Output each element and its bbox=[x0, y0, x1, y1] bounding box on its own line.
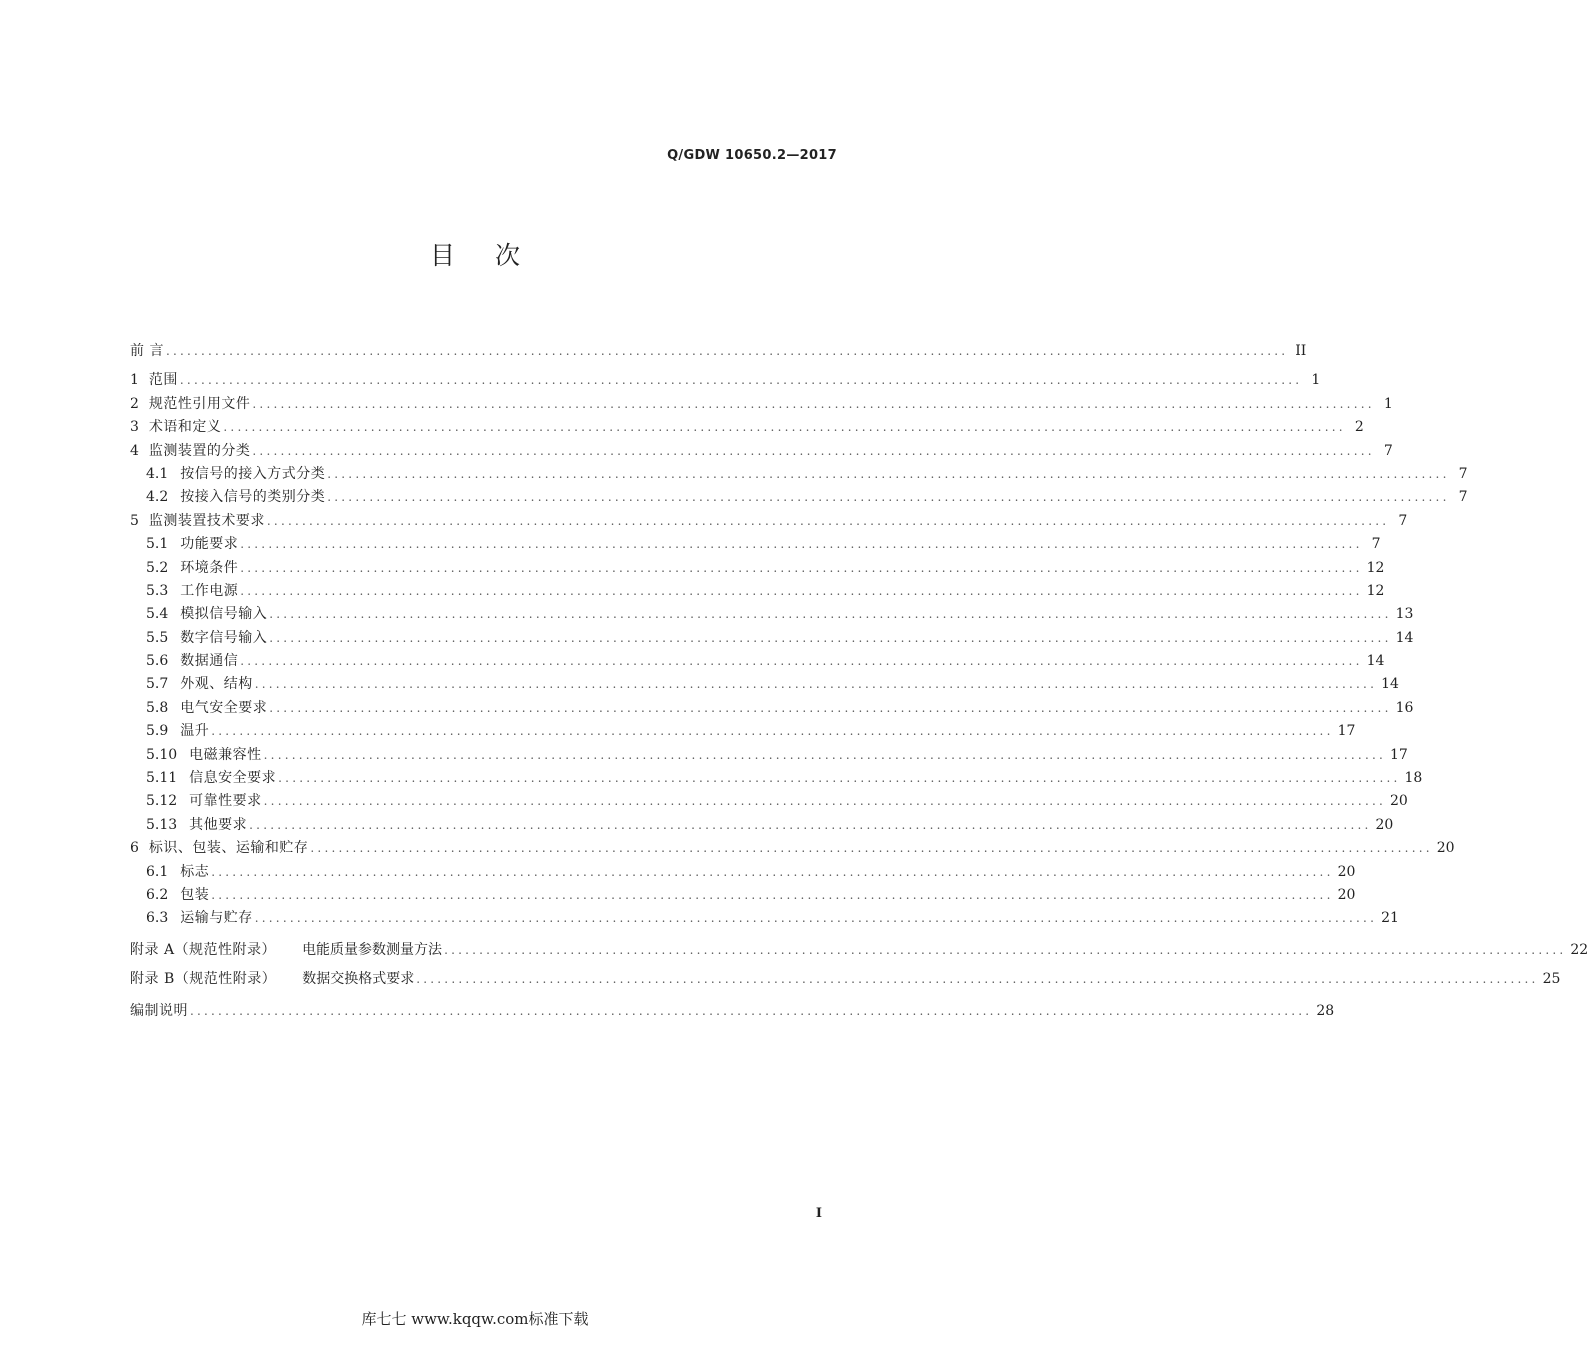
toc-page-number: 17 bbox=[1389, 746, 1408, 763]
toc-number: 5.2 bbox=[146, 559, 169, 576]
dot-leader: ................................................................................................................................................................ bbox=[444, 942, 1567, 957]
toc-number: 5.12 bbox=[146, 793, 178, 810]
closing-label: 编制说明 bbox=[130, 1002, 188, 1019]
toc-entry[interactable] bbox=[130, 837, 1455, 860]
toc-entry[interactable] bbox=[130, 463, 1468, 486]
toc-label: 电气安全要求 bbox=[180, 699, 268, 716]
dot-leader: ................................................................................................................................................................ bbox=[165, 344, 1289, 358]
dot-leader: ................................................................................................................................................................ bbox=[190, 1003, 1313, 1018]
toc-number: 5.10 bbox=[146, 746, 178, 763]
toc-number: 6 bbox=[130, 840, 139, 857]
toc-page-number: 12 bbox=[1366, 582, 1385, 599]
toc-number: 5.11 bbox=[146, 770, 178, 787]
toc-label: 标识、包装、运输和贮存 bbox=[148, 840, 309, 857]
toc-label: 数据通信 bbox=[180, 653, 239, 670]
toc-page-number: 12 bbox=[1366, 559, 1385, 576]
toc-page-number: 28 bbox=[1316, 1002, 1335, 1019]
toc-closing-entry[interactable] bbox=[130, 1000, 1335, 1023]
dot-leader: ................................................................................................................................................................ bbox=[310, 841, 1433, 856]
toc-page-number: 20 bbox=[1436, 840, 1455, 857]
appendix-label: 附录 B（规范性附录） bbox=[130, 971, 277, 988]
toc-entry[interactable] bbox=[130, 650, 1385, 673]
toc-entry[interactable] bbox=[130, 627, 1414, 650]
toc-entry[interactable] bbox=[130, 486, 1468, 509]
toc-page-number: 20 bbox=[1337, 863, 1356, 880]
dot-leader: ................................................................................................................................................................ bbox=[266, 513, 1390, 528]
toc-number: 5.6 bbox=[146, 653, 169, 670]
toc-entry[interactable] bbox=[130, 884, 1356, 907]
toc-entry[interactable] bbox=[130, 814, 1394, 837]
toc-number: 2 bbox=[130, 395, 139, 412]
toc-page-number: 7 bbox=[1371, 536, 1381, 553]
toc-number: 5 bbox=[130, 512, 139, 529]
toc-label: 电磁兼容性 bbox=[189, 746, 262, 763]
toc-page-number: 14 bbox=[1395, 629, 1414, 646]
dot-leader: ................................................................................................................................................................ bbox=[211, 887, 1334, 902]
dot-leader: ................................................................................................................................................................ bbox=[252, 443, 1375, 458]
toc-label: 标志 bbox=[180, 863, 210, 880]
dot-leader: ................................................................................................................................................................ bbox=[211, 864, 1334, 879]
toc-number: 5.1 bbox=[146, 536, 169, 553]
dot-leader: ................................................................................................................................................................ bbox=[269, 700, 1392, 715]
dot-leader: ................................................................................................................................................................ bbox=[211, 724, 1334, 739]
table-of-contents bbox=[130, 340, 1588, 1023]
toc-entry[interactable] bbox=[130, 393, 1393, 416]
dot-leader: ................................................................................................................................................................ bbox=[223, 420, 1346, 435]
dot-leader: ................................................................................................................................................................ bbox=[269, 607, 1392, 622]
toc-page-number: 1 bbox=[1383, 395, 1393, 412]
dot-leader: ................................................................................................................................................................ bbox=[254, 677, 1378, 692]
page-folio: I bbox=[815, 1206, 822, 1221]
dot-leader: ................................................................................................................................................................ bbox=[263, 794, 1386, 809]
toc-appendix-entry[interactable] bbox=[130, 939, 1588, 962]
page-title: 目次 bbox=[429, 241, 560, 270]
dot-leader: ................................................................................................................................................................ bbox=[240, 654, 1363, 669]
toc-page-number: 2 bbox=[1354, 419, 1364, 436]
toc-label: 其他要求 bbox=[189, 816, 248, 833]
footer-watermark: 库七七 www.kqqw.com标准下载 bbox=[361, 1310, 589, 1328]
toc-label: 信息安全要求 bbox=[189, 770, 277, 787]
toc-number: 5.7 bbox=[146, 676, 169, 693]
toc-number: 1 bbox=[130, 372, 139, 389]
toc-label: 运输与贮存 bbox=[180, 910, 253, 927]
toc-entry[interactable] bbox=[130, 673, 1399, 696]
dot-leader: ................................................................................................................................................................ bbox=[254, 911, 1378, 926]
toc-number: 3 bbox=[130, 419, 139, 436]
dot-leader: ................................................................................................................................................................ bbox=[252, 396, 1375, 411]
toc-label: 可靠性要求 bbox=[189, 793, 262, 810]
toc-entry[interactable] bbox=[130, 697, 1414, 720]
toc-label: 温升 bbox=[180, 723, 210, 740]
toc-label: 术语和定义 bbox=[148, 419, 222, 436]
toc-number: 6.2 bbox=[146, 886, 169, 903]
toc-label: 环境条件 bbox=[180, 559, 239, 576]
appendix-label: 附录 A（规范性附录） bbox=[130, 941, 277, 958]
toc-page-number: 16 bbox=[1395, 699, 1414, 716]
toc-entry[interactable] bbox=[130, 440, 1393, 463]
toc-page-number: 7 bbox=[1383, 442, 1393, 459]
toc-entry[interactable] bbox=[130, 861, 1356, 884]
toc-page-number: 18 bbox=[1404, 770, 1423, 787]
toc-page-number: 25 bbox=[1542, 971, 1561, 988]
toc-label: 功能要求 bbox=[180, 536, 239, 553]
toc-page-number: 7 bbox=[1458, 465, 1468, 482]
toc-number: 5.5 bbox=[146, 629, 169, 646]
dot-leader: ................................................................................................................................................................ bbox=[263, 747, 1386, 762]
toc-number: 6.1 bbox=[146, 863, 169, 880]
toc-entry[interactable] bbox=[130, 744, 1408, 767]
dot-leader: ................................................................................................................................................................ bbox=[327, 466, 1450, 481]
toc-page-number: 22 bbox=[1570, 941, 1588, 958]
toc-page-number: 1 bbox=[1311, 372, 1321, 389]
toc-entry[interactable] bbox=[130, 340, 1307, 363]
toc-number: 5.13 bbox=[146, 816, 178, 833]
toc-label: 监测装置技术要求 bbox=[148, 512, 265, 529]
toc-page-number: 20 bbox=[1389, 793, 1408, 810]
toc-entry[interactable] bbox=[130, 510, 1408, 533]
toc-page-number: 17 bbox=[1337, 723, 1356, 740]
toc-label: 监测装置的分类 bbox=[148, 442, 251, 459]
dot-leader: ................................................................................................................................................................ bbox=[249, 817, 1372, 832]
dot-leader: ................................................................................................................................................................ bbox=[327, 490, 1450, 505]
dot-leader: ................................................................................................................................................................ bbox=[240, 583, 1363, 598]
toc-page-number: 14 bbox=[1366, 653, 1385, 670]
toc-entry[interactable] bbox=[130, 580, 1385, 603]
appendix-name: 电能质量参数测量方法 bbox=[302, 941, 443, 958]
toc-label: 前 言 bbox=[130, 343, 164, 359]
toc-page-number: 7 bbox=[1398, 512, 1408, 529]
toc-number: 4 bbox=[130, 442, 139, 459]
toc-entry[interactable] bbox=[130, 416, 1364, 439]
toc-page-number: 20 bbox=[1375, 816, 1394, 833]
toc-label: 按信号的接入方式分类 bbox=[180, 465, 326, 482]
toc-label: 工作电源 bbox=[180, 582, 239, 599]
toc-number: 5.3 bbox=[146, 582, 169, 599]
toc-label: 外观、结构 bbox=[180, 676, 253, 693]
toc-label: 模拟信号输入 bbox=[180, 606, 268, 623]
toc-page-number: 20 bbox=[1337, 886, 1356, 903]
toc-entry[interactable] bbox=[130, 369, 1321, 392]
toc-page-number: II bbox=[1295, 343, 1307, 359]
dot-leader: ................................................................................................................................................................ bbox=[269, 630, 1392, 645]
toc-page-number: 13 bbox=[1395, 606, 1414, 623]
toc-page-number: 7 bbox=[1458, 489, 1468, 506]
dot-leader: ................................................................................................................................................................ bbox=[416, 972, 1539, 987]
toc-entry[interactable] bbox=[130, 603, 1414, 626]
toc-page-number: 21 bbox=[1381, 910, 1399, 927]
toc-number: 6.3 bbox=[146, 910, 169, 927]
toc-entry[interactable] bbox=[130, 533, 1381, 556]
toc-entry[interactable] bbox=[130, 557, 1385, 580]
toc-number: 5.8 bbox=[146, 699, 169, 716]
toc-number: 4.1 bbox=[146, 465, 169, 482]
toc-label: 范围 bbox=[148, 372, 178, 389]
toc-label: 按接入信号的类别分类 bbox=[180, 489, 326, 506]
toc-entry[interactable] bbox=[130, 720, 1356, 743]
appendix-name: 数据交换格式要求 bbox=[302, 971, 415, 988]
dot-leader: ................................................................................................................................................................ bbox=[240, 537, 1363, 552]
dot-leader: ................................................................................................................................................................ bbox=[179, 373, 1303, 388]
toc-entry[interactable] bbox=[130, 907, 1399, 930]
toc-label: 规范性引用文件 bbox=[148, 395, 251, 412]
toc-number: 5.4 bbox=[146, 606, 169, 623]
toc-label: 包装 bbox=[180, 886, 210, 903]
dot-leader: ................................................................................................................................................................ bbox=[278, 771, 1401, 786]
dot-leader: ................................................................................................................................................................ bbox=[240, 560, 1363, 575]
toc-appendix-entry[interactable] bbox=[130, 968, 1561, 991]
toc-entry[interactable] bbox=[130, 790, 1408, 813]
toc-entry[interactable] bbox=[130, 767, 1423, 790]
toc-label: 数字信号输入 bbox=[180, 629, 268, 646]
toc-number: 5.9 bbox=[146, 723, 169, 740]
standard-code: Q/GDW 10650.2—2017 bbox=[667, 148, 837, 163]
toc-number: 4.2 bbox=[146, 489, 169, 506]
toc-page-number: 14 bbox=[1381, 676, 1399, 693]
